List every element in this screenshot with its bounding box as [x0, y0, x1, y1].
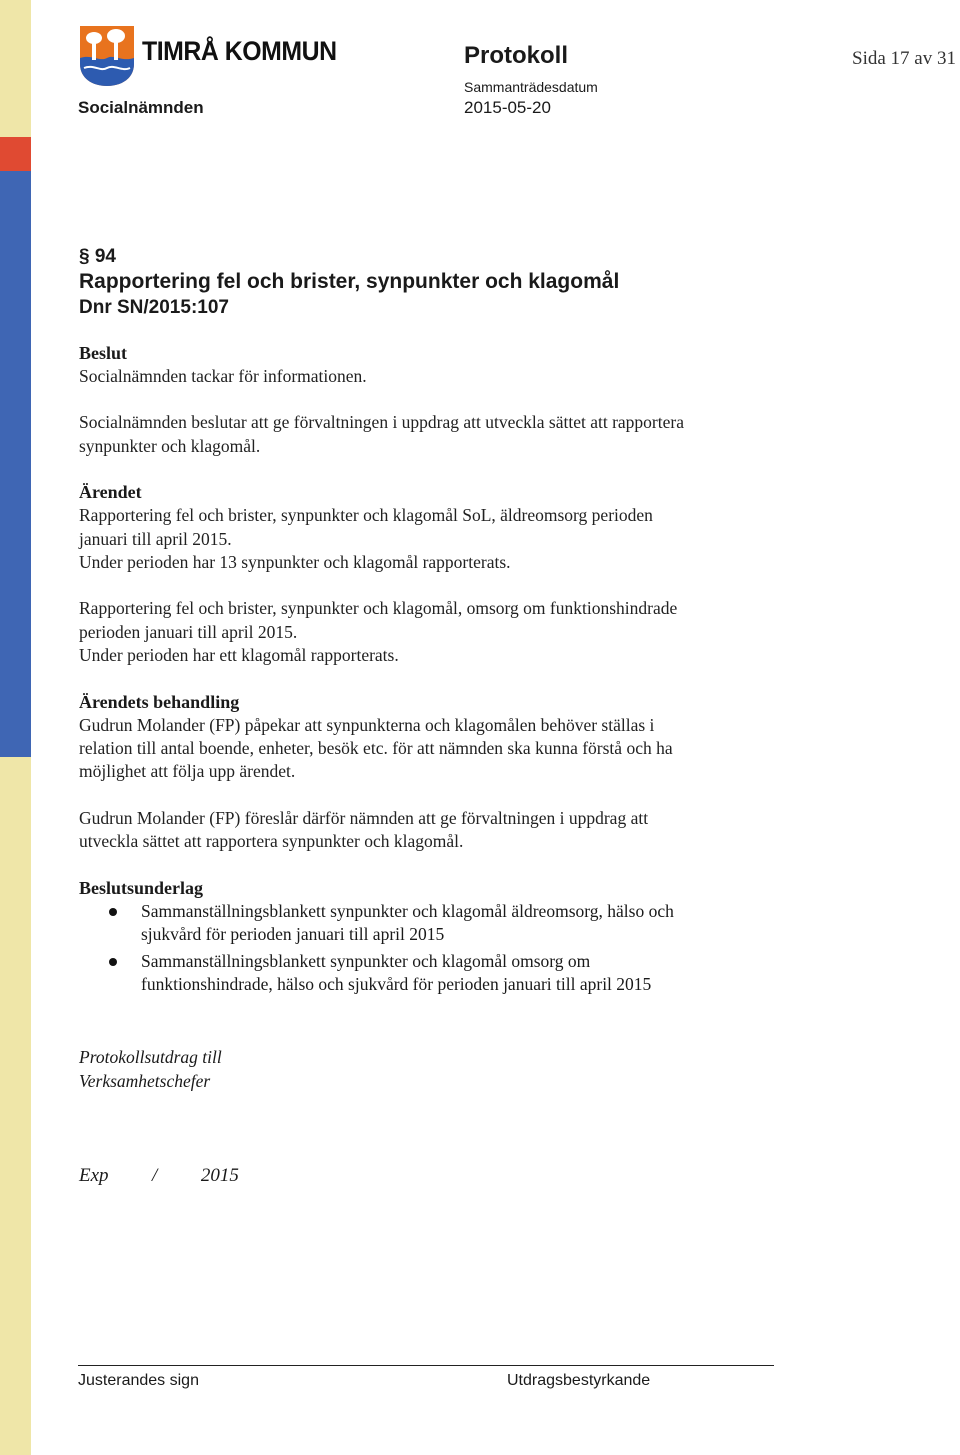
- section-heading-beslutsunderlag: Beslutsunderlag: [79, 877, 204, 898]
- section-heading-beslut: Beslut: [79, 343, 128, 363]
- item-title: Rapportering fel och brister, synpunkter och klagomål: [79, 270, 620, 293]
- behandling-p1-line-2: relation till antal boende, enheter, besök etc. för att nämnden ska kunna förstå och ha: [79, 738, 673, 759]
- dispatch-slash: /: [152, 1165, 158, 1187]
- side-stripe-yellow-bottom: [0, 757, 31, 1455]
- list-item-line-2: sjukvård för perioden januari till april 2015: [141, 924, 445, 945]
- beslut-paragraph-2-line-2: synpunkter och klagomål.: [79, 435, 261, 456]
- dispatch-year: 2015: [200, 1165, 239, 1187]
- bullet-icon: [109, 908, 117, 916]
- behandling-p2-line-2: utveckla sättet att rapportera synpunkter och klagomål.: [79, 831, 464, 852]
- behandling-p1-line-3: möjlighet att följa upp ärendet.: [79, 761, 296, 782]
- behandling-p2-line-1: Gudrun Molander (FP) föreslår därför nämnden att ge förvaltningen i uppdrag att: [79, 807, 649, 828]
- footer-signature-label: Justerandes sign: [78, 1372, 199, 1389]
- side-stripe-blue: [0, 171, 31, 757]
- side-stripe-red: [0, 137, 31, 171]
- meeting-date-label: Sammanträdesdatum: [464, 79, 598, 95]
- beslut-paragraph-2-line-1: Socialnämnden beslutar att ge förvaltningen i uppdrag att utveckla sättet att rapportera: [79, 412, 684, 433]
- section-heading-behandling: Ärendets behandling: [79, 691, 240, 712]
- section-heading-arendet: Ärendet: [79, 482, 142, 503]
- document-type: Protokoll: [464, 42, 569, 69]
- beslut-paragraph-1: Socialnämnden tackar för informationen.: [79, 366, 367, 386]
- page-number: Sida 17 av 31: [852, 48, 956, 69]
- behandling-p1-line-1: Gudrun Molander (FP) påpekar att synpunkterna och klagomålen behöver ställas i: [79, 714, 655, 735]
- dispatch-line: [79, 1165, 899, 1187]
- logo-text: TIMRÅ KOMMUN: [142, 36, 337, 66]
- arendet-p1-line-1: Rapportering fel och brister, synpunkter och klagomål SoL, äldreomsorg perioden: [79, 505, 653, 526]
- list-item-line-2: funktionshindrade, hälso och sjukvård för perioden januari till april 2015: [141, 973, 652, 994]
- arendet-p1-line-3: Under perioden har 13 synpunkter och klagomål rapporterats.: [79, 552, 511, 573]
- arendet-p1-line-2: januari till april 2015.: [79, 528, 232, 549]
- minutes-body: [79, 245, 899, 1187]
- arendet-p2-line-2: perioden januari till april 2015.: [79, 621, 298, 642]
- committee-name: Socialnämnden: [78, 98, 204, 117]
- list-item-line-1: Sammanställningsblankett synpunkter och klagomål äldreomsorg, hälso och: [141, 900, 674, 921]
- diary-number: Dnr SN/2015:107: [79, 297, 229, 318]
- footer-certification-label: Utdragsbestyrkande: [507, 1372, 651, 1389]
- basis-list: [79, 900, 899, 997]
- side-stripe-yellow: [0, 0, 31, 137]
- paragraph-number: § 94: [79, 246, 116, 267]
- arendet-p2-line-1: Rapportering fel och brister, synpunkter och klagomål, omsorg om funktionshindrade: [79, 598, 678, 619]
- arendet-p2-line-3: Under perioden har ett klagomål rapporterats.: [79, 645, 399, 666]
- bullet-icon: [109, 958, 117, 966]
- list-item: [79, 950, 899, 997]
- list-item-line-1: Sammanställningsblankett synpunkter och klagomål omsorg om: [141, 950, 591, 971]
- signature-line: [78, 1365, 774, 1366]
- extract-label: Protokollsutdrag till: [79, 1047, 222, 1068]
- dispatch-label: Exp: [79, 1165, 109, 1187]
- list-item: [79, 900, 899, 947]
- meeting-date: 2015-05-20: [464, 98, 551, 117]
- extract-recipient: Verksamhetschefer: [79, 1070, 211, 1091]
